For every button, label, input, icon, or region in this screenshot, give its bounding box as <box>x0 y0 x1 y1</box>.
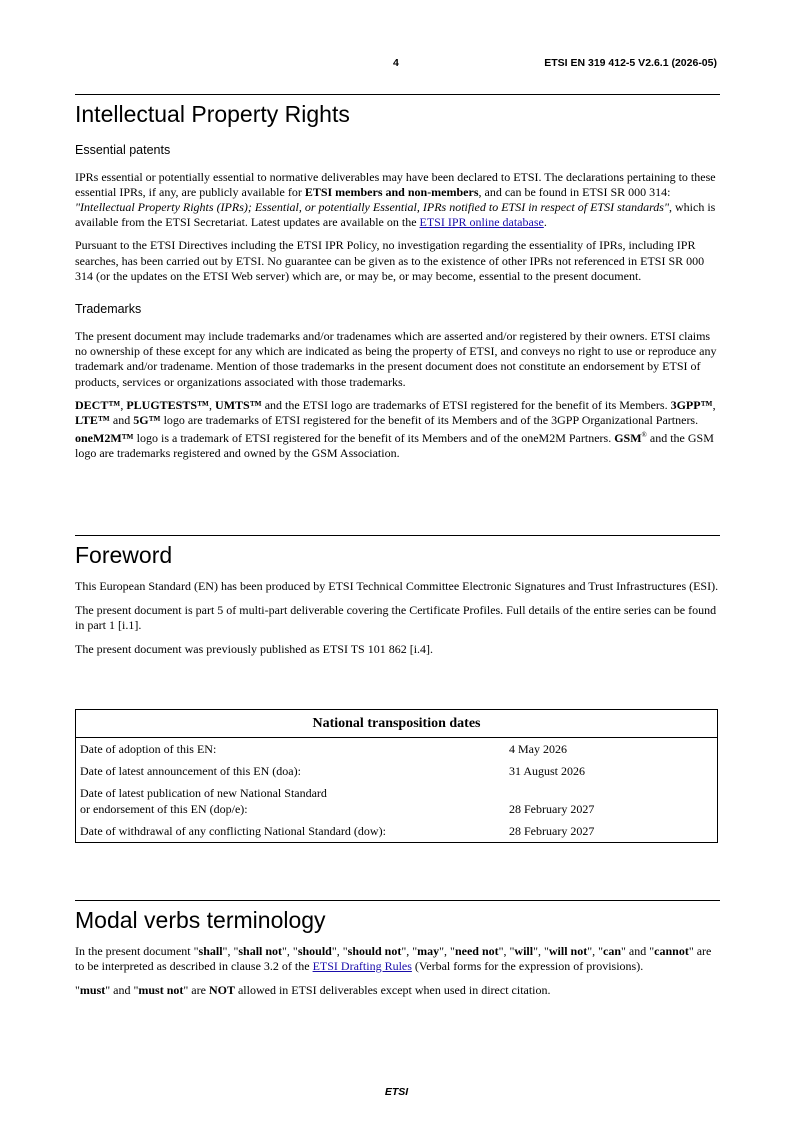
row-label: Date of latest announcement of this EN (doa): <box>76 760 506 782</box>
foreword-title: Foreword <box>75 542 173 568</box>
ipr-section <box>75 94 720 462</box>
table-row <box>76 760 718 782</box>
row-value: 28 February 2027 <box>505 820 718 843</box>
table-row <box>76 782 718 819</box>
document-id: ETSI EN 319 412-5 V2.6.1 (2026-05) <box>544 57 717 69</box>
row-label: Date of adoption of this EN: <box>76 738 506 761</box>
row-label: Date of latest publication of new National Standard or endorsement of this EN (dop/e): <box>76 782 506 819</box>
foreword-section <box>75 535 720 657</box>
modal-verbs-section <box>75 900 720 998</box>
modal-verbs-paragraph-1: In the present document "shall", "shall not", "should", "should not", "may", "need not", "will", "will not", "can" and "cannot" are to be interpreted as described in clause 3.2 of the ETSI Drafting Rules (Verbal forms for the expression of provisions). <box>75 943 712 973</box>
drafting-rules-link[interactable]: ETSI Drafting Rules <box>312 958 412 973</box>
trademarks-heading: Trademarks <box>75 302 142 317</box>
modal-verbs-title: Modal verbs terminology <box>75 907 326 933</box>
transposition-table-container <box>75 709 720 843</box>
table-row <box>76 820 718 843</box>
foreword-paragraph-2: The present document is part 5 of multi-part deliverable covering the Certificate Profiles. Full details of the entire series can be found in part 1 [i.1]. <box>75 602 717 632</box>
essential-patents-paragraph-2: Pursuant to the ETSI Directives including the ETSI IPR Policy, no investigation regarding the essentiality of IPRs, including IPR searches, has been carried out by ETSI. No guarantee can be given as to the existence of other IPRs not referenced in ETSI SR 000 314 (or the updates on the ETSI Web server) which are, or may be, or may become, essential to the present document. <box>75 238 705 283</box>
ipr-title: Intellectual Property Rights <box>75 101 350 127</box>
row-label: Date of withdrawal of any conflicting National Standard (dow): <box>76 820 506 843</box>
modal-verbs-paragraph-2: "must" and "must not" are NOT allowed in ETSI deliverables except when used in direct citation. <box>75 983 551 997</box>
row-value: 4 May 2026 <box>505 738 718 761</box>
foreword-paragraph-3: The present document was previously published as ETSI TS 101 862 [i.4]. <box>75 642 434 657</box>
page-number: 4 <box>393 57 399 69</box>
footer-etsi: ETSI <box>384 1086 409 1098</box>
essential-patents-paragraph-1: IPRs essential or potentially essential to normative deliverables may have been declared to ETSI. The declarations pertaining to these essential IPRs, if any, are publicly available for ETSI members and non-members, and can be found in ETSI SR 000 314: "Intellectual Property Rights (IPRs); Essential, or potentially Essential, IPRs notified to ETSI in respect of ETSI standards", which is available from the ETSI Secretariat. Latest updates are available on the ETSI IPR online database. <box>75 169 716 230</box>
trademarks-paragraph-2: DECT™, PLUGTESTS™, UMTS™ and the ETSI logo are trademarks of ETSI registered for the benefit of its Members. 3GPP™, LTE™ and 5G™ logo are trademarks of ETSI registered for the benefit of its Members and of the 3GPP Organizational Partners. oneM2M™ logo is a trademark of ETSI registered for the benefit of its Members and of the oneM2M Partners. GSM® and the GSM logo are trademarks registered and owned by the GSM Association. <box>75 397 716 461</box>
transposition-table <box>75 709 718 843</box>
row-value: 31 August 2026 <box>505 760 718 782</box>
table-row <box>76 738 718 761</box>
essential-patents-heading: Essential patents <box>75 142 171 157</box>
row-value: 28 February 2027 <box>505 782 718 819</box>
trademarks-paragraph-1: The present document may include trademarks and/or tradenames which are asserted and/or registered by their owners. ETSI claims no ownership of these except for any which are indicated as being the property of ETSI, and conveys no right to use or reproduce any trademark and/or tradename. Mention of those trademarks in the present document does not constitute an endorsement by ETSI of products, services or organizations associated with those trademarks. <box>75 329 717 389</box>
ipr-database-link[interactable]: ETSI IPR online database <box>419 215 544 230</box>
foreword-paragraph-1: This European Standard (EN) has been produced by ETSI Technical Committee Electronic Signatures and Trust Infrastructures (ESI). <box>75 578 719 593</box>
transposition-table-heading: National transposition dates <box>76 710 718 738</box>
